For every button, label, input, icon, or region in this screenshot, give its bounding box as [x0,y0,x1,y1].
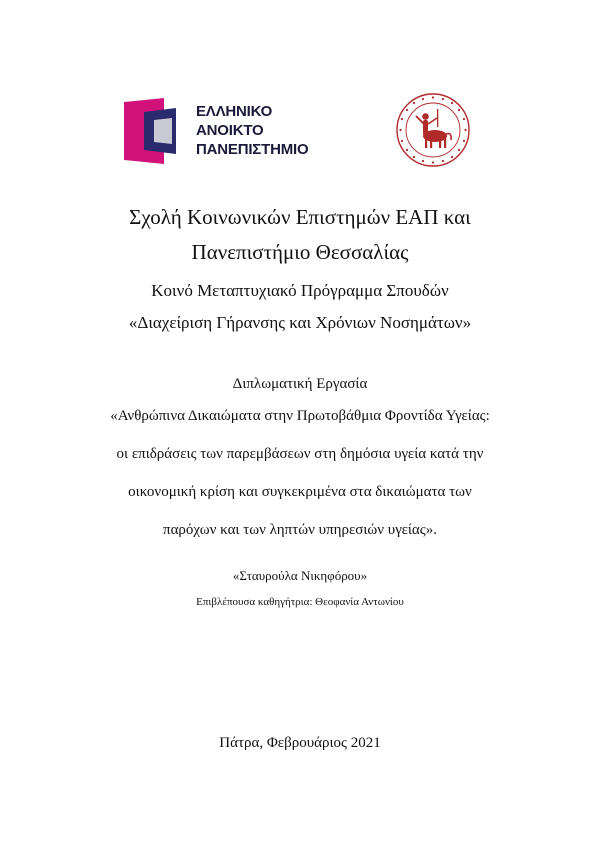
thesis-title-line-3: οικονομική κρίση και συγκεκριμένα στα δικαιώματα των [128,484,472,500]
institution-line-1: Σχολή Κοινωνικών Επιστημών ΕΑΠ και [129,205,471,229]
supervisor: Επιβλέπουσα καθηγήτρια: Θεοφανία Αντωνίου [196,596,404,608]
thesis-type: Διπλωματική Εργασία [232,376,368,392]
eap-logo [124,98,314,164]
thesis-title-line-1: «Ανθρώπινα Δικαιώματα στην Πρωτοβάθμια Φροντίδα Υγείας: [110,408,490,424]
institution-line-2: Πανεπιστήμιο Θεσσαλίας [191,240,409,264]
program-line-1: Κοινό Μεταπτυχιακό Πρόγραμμα Σπουδών [151,281,449,300]
thesis-title-line-4: παρόχων και των ληπτών υπηρεσιών υγείας». [163,522,437,538]
eap-logo-text [196,102,308,159]
author-name: «Σταυρούλα Νικηφόρου» [232,568,368,583]
program-line-2: «Διαχείριση Γήρανσης και Χρόνιων Νοσημάτων» [128,313,472,332]
eap-logo-line-3: ΠΑΝΕΠΙΣΤΗΜΙΟ [196,141,309,158]
place-date: Πάτρα, Φεβρουάριος 2021 [219,735,381,751]
eap-logo-line-1: ΕΛΛΗΝΙΚΟ [196,103,273,120]
centaur-seal-icon [395,92,471,168]
eap-logo-mark-icon [124,98,190,164]
thesis-title-line-2: οι επιδράσεις των παρεμβάσεων στη δημόσια υγεία κατά την [116,446,484,462]
eap-logo-line-2: ΑΝΟΙΚΤΟ [196,122,264,139]
